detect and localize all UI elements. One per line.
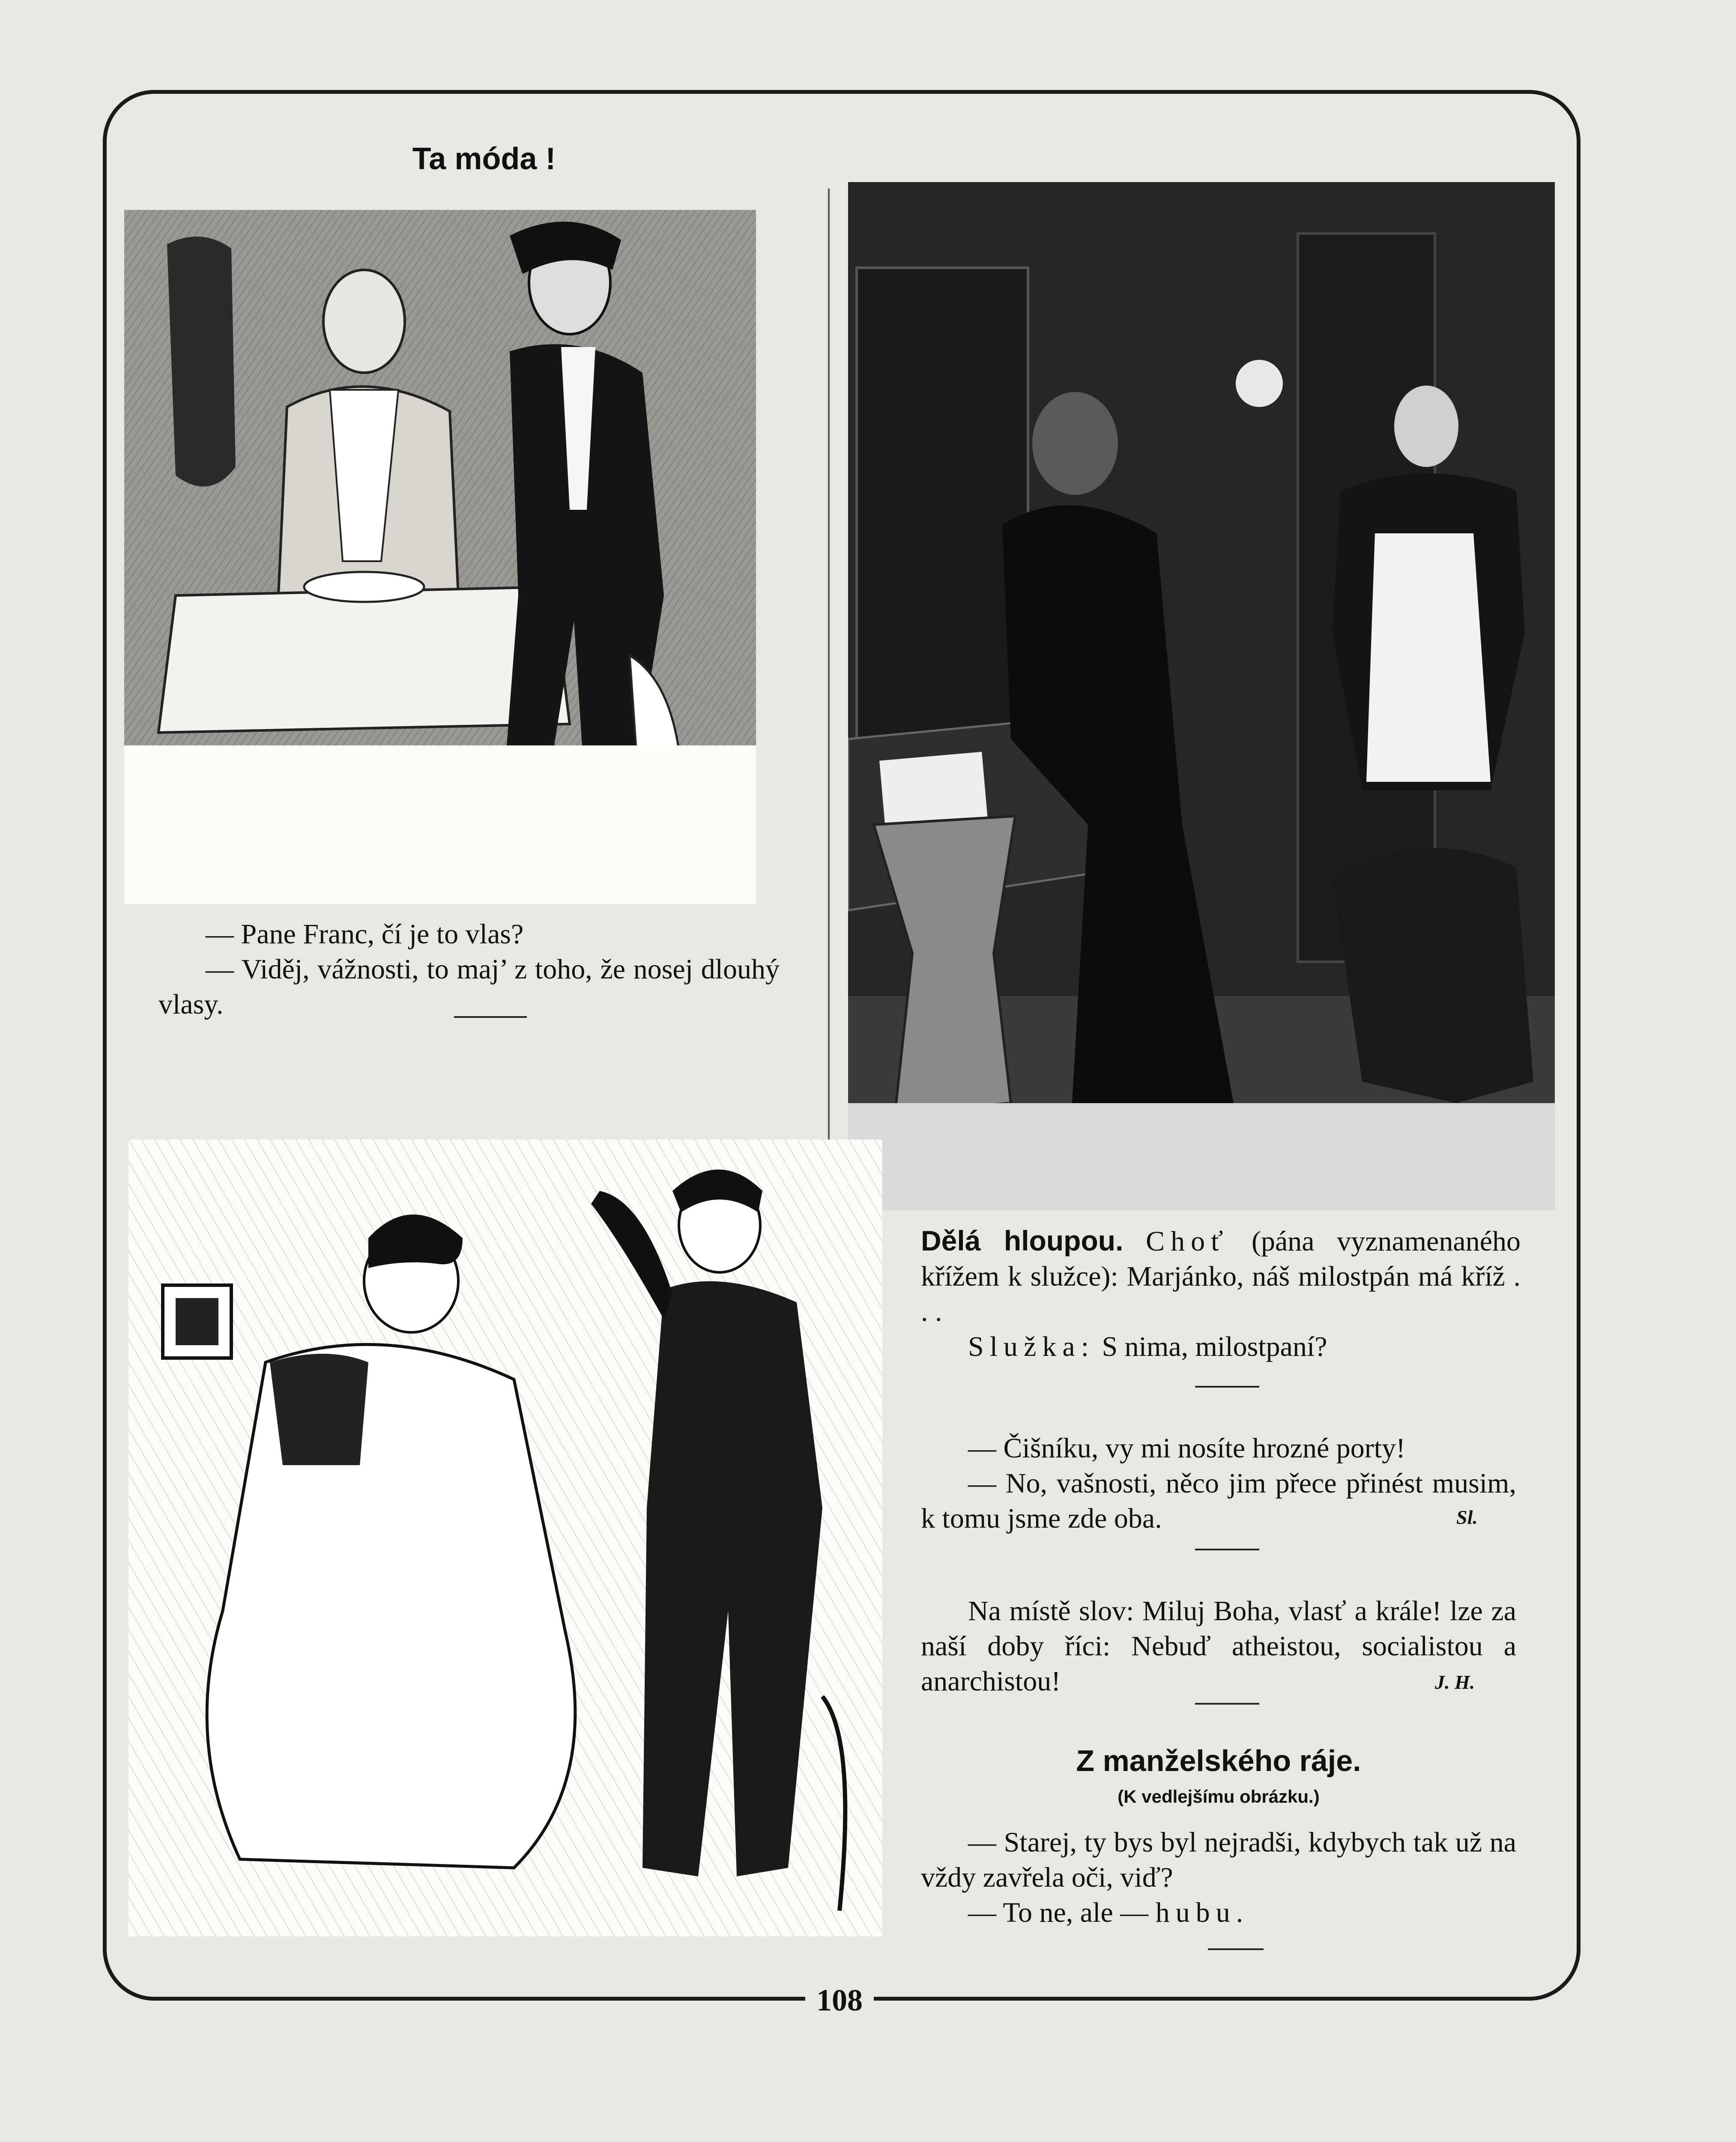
- joke-marriage-line2-emphasis: hubu.: [1155, 1897, 1249, 1928]
- caption-parlour-text2: S nima, milostpaní?: [1102, 1331, 1327, 1362]
- divider-rule: [454, 1016, 527, 1018]
- joke-marriage: [921, 1825, 1516, 1930]
- caption-parlour-heading-line: [921, 1223, 1521, 1329]
- joke-waiter-line1: — Čišníku, vy mi nosíte hrozné porty!: [968, 1433, 1406, 1464]
- caption-parlour-label2: Služka:: [968, 1331, 1095, 1362]
- page-number: 108: [816, 1983, 863, 2017]
- joke-marriage-subheading: (K vedlejšímu obrázku.): [1117, 1786, 1320, 1807]
- joke-marriage-line2-prefix: — To ne, ale —: [968, 1897, 1149, 1928]
- page-title: Ta móda !: [412, 142, 556, 176]
- joke-motto-text: Na místě slov: Miluj Boha, vlasť a krále! lze za naší doby říci: Nebuď atheistou, socialistou a anarchistou!: [921, 1595, 1516, 1697]
- caption-parlour-label1: Choť: [1146, 1226, 1229, 1257]
- joke-waiter: [921, 1431, 1516, 1536]
- caption-parlour-heading: Dělá hloupou.: [921, 1225, 1123, 1256]
- joke-marriage-line1: — Starej, ty bys byl nejradši, kdybych tak už na vždy zavřela oči, viď?: [921, 1827, 1516, 1893]
- illustration-parlour: [848, 182, 1555, 1210]
- illustration-couple: [128, 1140, 882, 1936]
- divider-rule: [1195, 1549, 1259, 1550]
- caption-parlour-line2: [921, 1329, 1521, 1364]
- joke-motto: [921, 1594, 1516, 1699]
- divider-rule: [1195, 1386, 1259, 1388]
- joke-waiter-line2: — No, vašnosti, něco jim přece přinést musim, k tomu jsme zde oba.: [921, 1468, 1516, 1534]
- illustration-restaurant: [124, 210, 756, 904]
- divider-rule: [1195, 1703, 1259, 1705]
- joke-marriage-line2: [921, 1895, 1516, 1930]
- caption-restaurant-line1: — Pane Franc, čí je to vlas?: [206, 918, 524, 950]
- caption-restaurant: [158, 917, 780, 1022]
- joke-waiter-signature: Sl.: [1456, 1506, 1478, 1528]
- caption-parlour: [921, 1223, 1521, 1364]
- caption-parlour-text1: (pána vyznamenaného křížem k služce): Marjánko, náš milostpán má kříž . . .: [921, 1226, 1521, 1327]
- joke-marriage-heading: Z manželského ráje.: [1076, 1744, 1361, 1777]
- divider-rule: [1208, 1948, 1264, 1950]
- caption-restaurant-line2: — Viděj, vážnosti, to maj’ z toho, že nosej dlouhý vlasy.: [158, 954, 780, 1020]
- joke-motto-signature: J. H.: [1435, 1671, 1475, 1693]
